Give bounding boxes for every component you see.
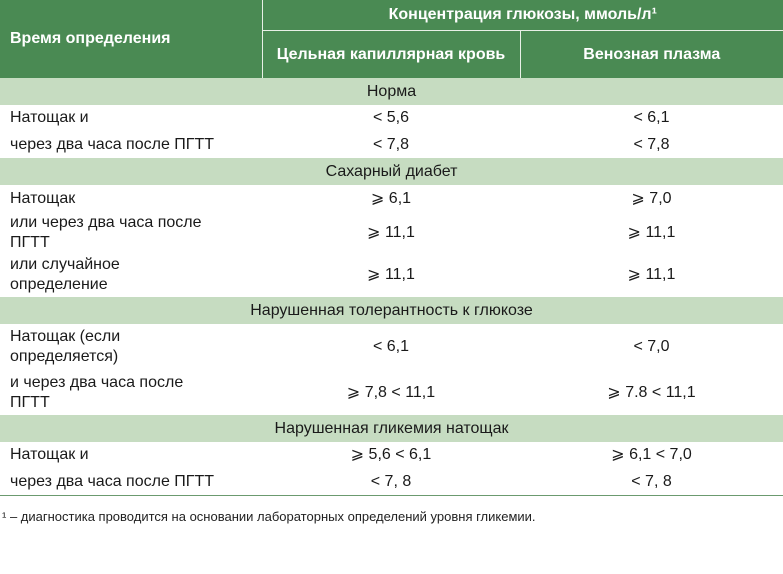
row-label: Натощак и bbox=[10, 109, 89, 126]
section-row bbox=[0, 78, 783, 105]
row-capillary-value: < 7,8 bbox=[372, 135, 410, 153]
table-row bbox=[0, 324, 783, 370]
row-label: или через два часа после ПГТТ bbox=[10, 213, 202, 251]
section-row bbox=[0, 415, 783, 442]
table-row bbox=[0, 212, 783, 253]
row-venous-value: < 6,1 bbox=[633, 109, 670, 126]
row-venous-value: < 7,0 bbox=[633, 338, 670, 355]
row-capillary-value: ⩾ 7,8 < 11,1 bbox=[346, 383, 436, 401]
row-venous-value: ⩾ 6,1 < 7,0 bbox=[611, 446, 692, 463]
row-capillary-value: < 5,6 bbox=[372, 109, 410, 126]
row-label: через два часа после ПГТТ bbox=[10, 135, 214, 153]
header-concentration: Концентрация глюкозы, ммоль/л¹ bbox=[262, 0, 783, 31]
row-label: Натощак bbox=[10, 189, 76, 207]
table-row bbox=[0, 370, 783, 415]
row-label: Натощак (если определяется) bbox=[10, 328, 121, 365]
row-venous-value: ⩾ 7,0 bbox=[631, 189, 672, 207]
row-label: Натощак и bbox=[10, 446, 89, 463]
header-venous: Венозная плазма bbox=[520, 31, 783, 79]
row-capillary-value: ⩾ 11,1 bbox=[367, 266, 415, 283]
section-row bbox=[0, 158, 783, 185]
table-row bbox=[0, 105, 783, 131]
table-row bbox=[0, 185, 783, 212]
row-venous-value: ⩾ 11,1 bbox=[627, 266, 676, 283]
table-header bbox=[0, 0, 783, 78]
footnote: ¹ – диагностика проводится на основании лабораторных определений уровня гликемии. bbox=[2, 509, 536, 524]
header-time-column: Время определения bbox=[0, 0, 262, 78]
row-label: и через два часа после ПГТТ bbox=[10, 373, 184, 411]
table-body bbox=[0, 78, 783, 495]
table-row bbox=[0, 442, 783, 468]
section-row bbox=[0, 297, 783, 324]
section-title: Нарушенная гликемия натощак bbox=[0, 415, 783, 442]
table-row bbox=[0, 468, 783, 495]
table-row bbox=[0, 131, 783, 158]
row-venous-value: < 7, 8 bbox=[631, 472, 672, 490]
row-label: или случайное определение bbox=[10, 256, 120, 293]
row-venous-value: ⩾ 7.8 < 11,1 bbox=[607, 383, 696, 401]
header-capillary: Цельная капиллярная кровь bbox=[262, 31, 520, 79]
section-title: Нарушенная толерантность к глюкозе bbox=[0, 297, 783, 324]
table-row bbox=[0, 253, 783, 297]
section-title: Сахарный диабет bbox=[0, 158, 783, 185]
row-capillary-value: < 6,1 bbox=[372, 338, 410, 355]
row-venous-value: < 7,8 bbox=[633, 135, 670, 153]
row-capillary-value: ⩾ 11,1 bbox=[367, 223, 415, 241]
row-capillary-value: < 7, 8 bbox=[370, 472, 412, 490]
row-capillary-value: ⩾ 5,6 < 6,1 bbox=[350, 446, 432, 463]
row-venous-value: ⩾ 11,1 bbox=[627, 223, 676, 241]
section-title: Норма bbox=[0, 78, 783, 105]
row-capillary-value: ⩾ 6,1 bbox=[370, 189, 412, 207]
row-label: через два часа после ПГТТ bbox=[10, 472, 214, 490]
